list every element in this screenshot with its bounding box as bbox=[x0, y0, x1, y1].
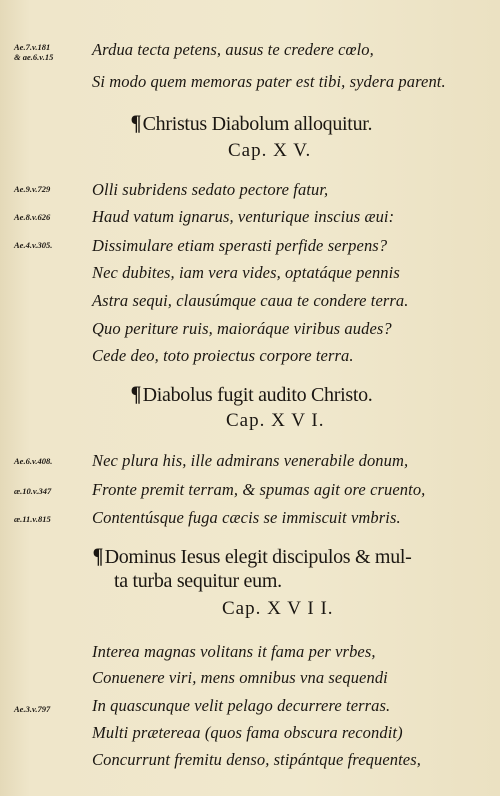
verse-line: Ardua tecta petens, ausus te credere cœlo, bbox=[92, 40, 374, 59]
verse-line: Conuenere viri, mens omnibus vna sequendi bbox=[92, 668, 388, 687]
pilcrow-icon: ¶ bbox=[92, 543, 104, 568]
verse-line: Nec dubites, iam vera vides, optatáque pennis bbox=[92, 263, 400, 282]
chapter-heading: ¶Dominus Iesus elegit discipulos & mul- bbox=[92, 543, 412, 568]
marginal-reference: Ae.4.v.305. bbox=[14, 240, 53, 250]
verse-line: Contentúsque fuga cæcis se immiscuit vmbris. bbox=[92, 508, 401, 527]
verse-line: Haud vatum ignarus, venturique inscius æui: bbox=[92, 207, 395, 226]
chapter-number: Cap. X V I. bbox=[226, 410, 325, 431]
verse-line: Olli subridens sedato pectore fatur, bbox=[92, 180, 329, 199]
verse-line: Quo periture ruis, maioráque viribus audes? bbox=[92, 319, 392, 338]
marginal-reference: æ.11.v.815 bbox=[14, 514, 51, 524]
marginal-reference: Ae.8.v.626 bbox=[14, 212, 51, 222]
verse-line: Interea magnas volitans it fama per vrbes, bbox=[92, 642, 376, 661]
verse-line: Astra sequi, clausúmque caua te condere terra. bbox=[92, 291, 409, 310]
verse-line: Concurrunt fremitu denso, stipántque frequentes, bbox=[92, 750, 421, 769]
chapter-heading: ¶Christus Diabolum alloquitur. bbox=[130, 110, 373, 135]
marginal-reference: æ.10.v.347 bbox=[14, 486, 52, 496]
verse-line: In quascunque velit pelago decurrere terras. bbox=[92, 696, 391, 715]
verse-line: Nec plura his, ille admirans venerabile donum, bbox=[92, 451, 409, 470]
verse-line: Cede deo, toto proiectus corpore terra. bbox=[92, 346, 354, 365]
pilcrow-icon: ¶ bbox=[130, 381, 142, 406]
marginal-reference: Ae.3.v.797 bbox=[14, 704, 51, 714]
verse-line: Si modo quem memoras pater est tibi, sydera parent. bbox=[92, 72, 446, 91]
chapter-heading: ¶Diabolus fugit audito Christo. bbox=[130, 381, 373, 406]
chapter-number: Cap. X V I I. bbox=[222, 598, 334, 619]
verse-line: Dissimulare etiam sperasti perfide serpens? bbox=[92, 236, 388, 255]
pilcrow-icon: ¶ bbox=[130, 110, 142, 135]
marginal-reference: Ae.7.v.181 & ae.6.v.15 bbox=[14, 42, 54, 62]
chapter-heading-continued: ta turba sequitur eum. bbox=[114, 570, 282, 592]
marginal-reference: Ae.9.v.729 bbox=[14, 184, 51, 194]
marginal-reference: Ae.6.v.408. bbox=[14, 456, 53, 466]
verse-line: Fronte premit terram, & spumas agit ore cruento, bbox=[92, 480, 426, 499]
chapter-number: Cap. X V. bbox=[228, 140, 312, 161]
verse-line: Multi prætereaa (quos fama obscura recondit) bbox=[92, 723, 403, 742]
